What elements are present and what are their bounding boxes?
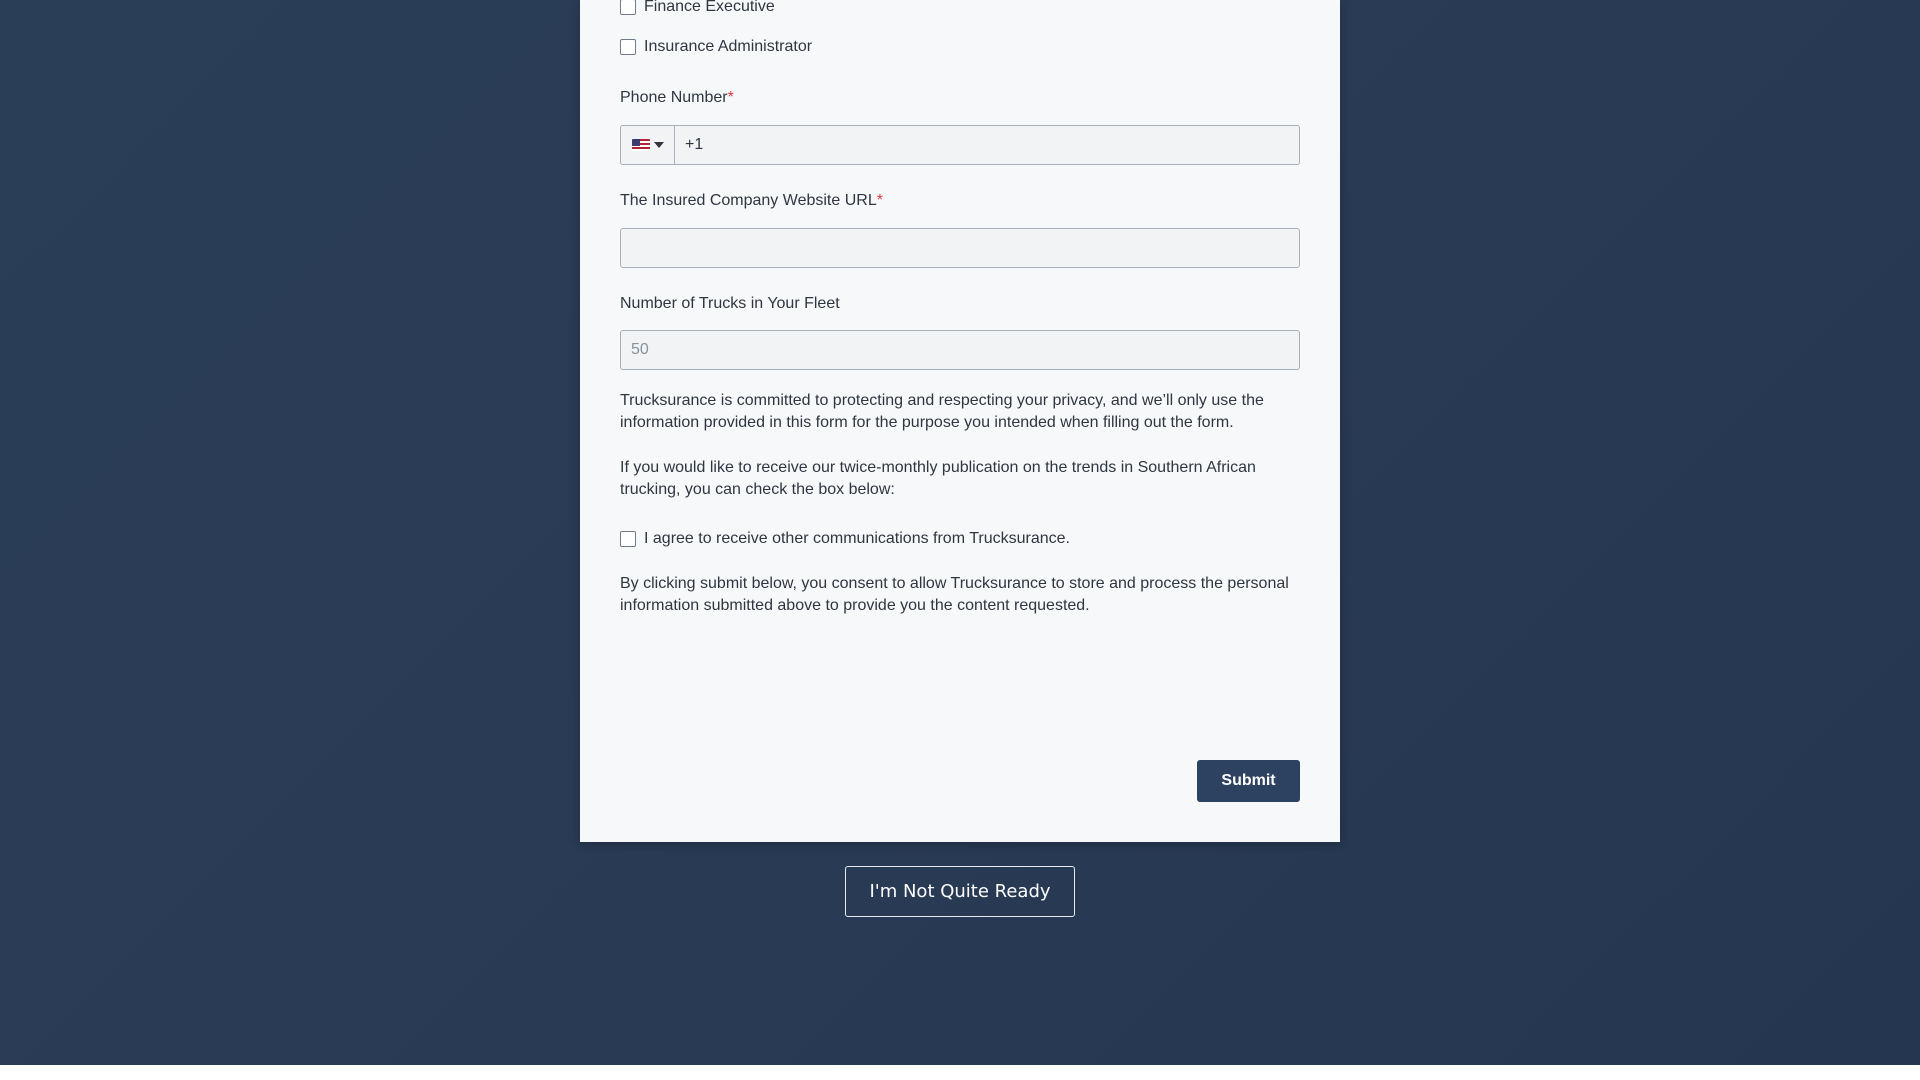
website-url-input[interactable] xyxy=(620,228,1300,268)
chevron-down-icon xyxy=(654,142,664,148)
required-asterisk: * xyxy=(876,192,883,209)
truck-count-label: Number of Trucks in Your Fleet xyxy=(620,295,840,312)
country-code-dropdown[interactable] xyxy=(621,126,675,164)
not-quite-ready-button[interactable]: I'm Not Quite Ready xyxy=(845,866,1075,917)
finance-executive-checkbox[interactable] xyxy=(620,0,636,15)
us-flag-icon xyxy=(632,139,650,151)
required-asterisk: * xyxy=(727,89,734,106)
privacy-statement: Trucksurance is committed to protecting and respecting your privacy, and we’ll only use the information provided in this form for the purpose you intended when filling out the form. xyxy=(620,392,1264,431)
consent-statement: By clicking submit below, you consent to allow Trucksurance to store and process the personal information submitted above to provide you the content requested. xyxy=(620,575,1289,614)
consent-checkbox-label: I agree to receive other communications from Trucksurance. xyxy=(644,530,1070,547)
phone-number-field xyxy=(620,125,1300,165)
phone-number-input[interactable] xyxy=(675,126,1299,164)
phone-number-label-text: Phone Number xyxy=(620,89,728,106)
website-url-label xyxy=(620,192,883,210)
role-option-insurance-administrator[interactable] xyxy=(620,35,812,59)
form-card xyxy=(580,0,1340,842)
communications-consent-checkbox[interactable] xyxy=(620,531,636,547)
publication-notice: If you would like to receive our twice-monthly publication on the trends in Southern African trucking, you can check the box below: xyxy=(620,459,1256,498)
phone-number-label xyxy=(620,89,734,107)
website-url-label-text: The Insured Company Website URL xyxy=(620,192,877,209)
truck-count-input[interactable] xyxy=(620,330,1300,370)
role-option-label: Insurance Administrator xyxy=(644,38,813,55)
role-option-label: Finance Executive xyxy=(644,0,775,15)
role-option-finance-executive[interactable] xyxy=(620,0,775,19)
submit-button[interactable]: Submit xyxy=(1197,760,1300,802)
insurance-administrator-checkbox[interactable] xyxy=(620,39,636,55)
consent-option[interactable] xyxy=(620,527,1070,551)
